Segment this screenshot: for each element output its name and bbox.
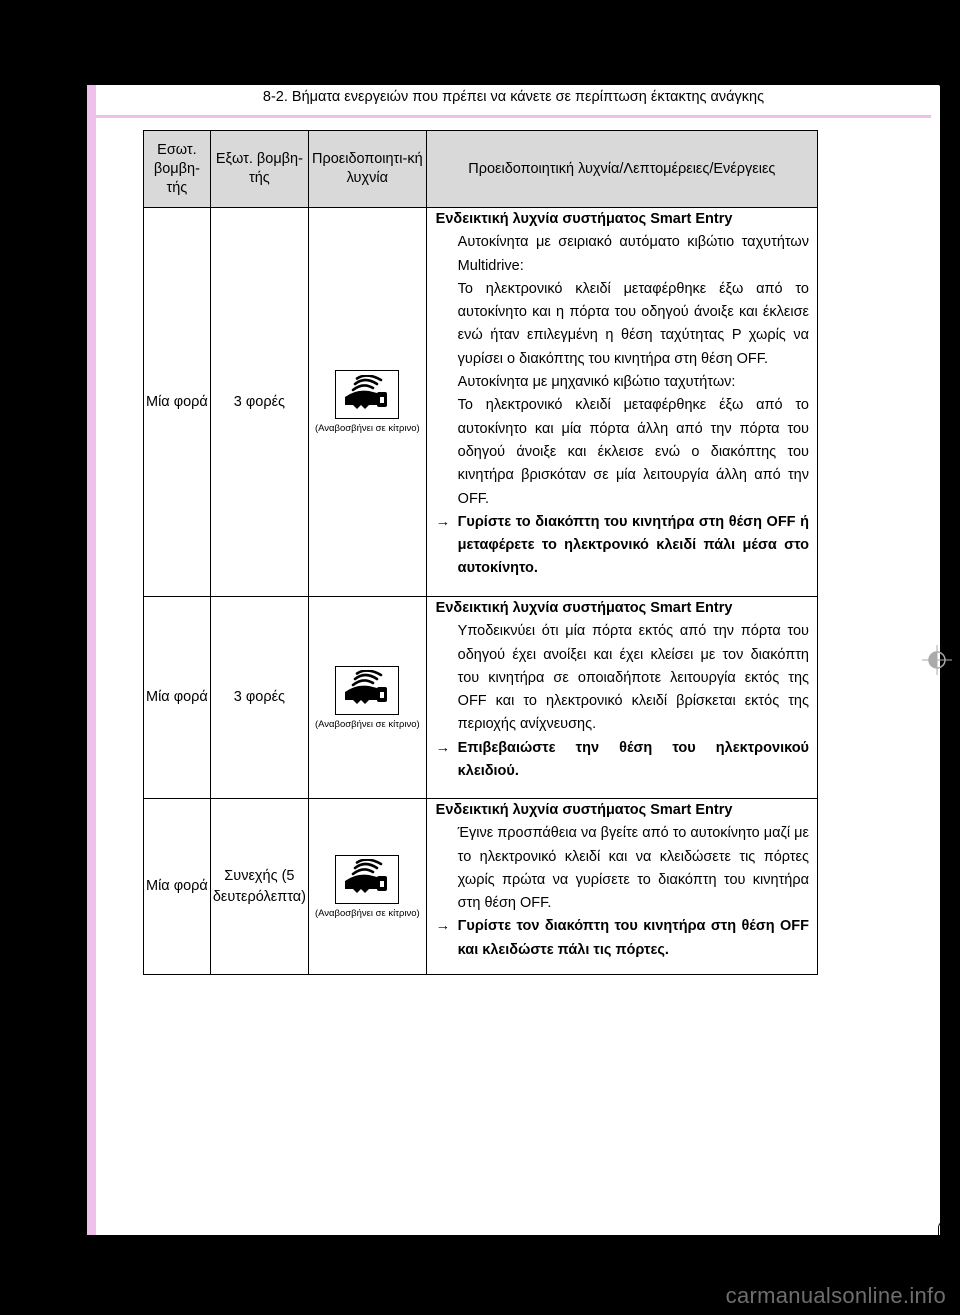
interior-buzzer-cell: Μία φορά [144,208,211,597]
detail-action [436,915,809,962]
detail-paragraph: Το ηλεκτρονικό κλειδί μεταφέρθηκε έξω από το αυτοκίνητο και μία πόρτα άλλη από την πόρτα του οδηγού άνοιξε και έκλεισε ενώ ο διακόπτης του κινητήρα βρισκόταν σε μία λειτουργία άλλη από την OFF. [457,397,809,507]
detail-paragraph: Υποδεικνύει ότι μία πόρτα εκτός από την πόρτα του οδηγού έχει ανοίξει και έχει κλείσει με τον διακόπτη του κινητήρα σε οποιαδήποτε λειτουργία εκτός της OFF και το ηλεκτρονικό κλειδί βρίσκεται εκτός της περιοχής ανίχνευσης. [457,623,809,733]
details-cell [426,208,817,597]
table-row [144,208,818,597]
smart-key-warning-icon [335,666,399,715]
header-exterior-buzzer: Εξωτ. βομβη-τής [210,131,308,208]
detail-title: Ενδεικτική λυχνία συστήματος Smart Entry [435,802,733,818]
detail-title: Ενδεικτική λυχνία συστήματος Smart Entry [435,211,733,227]
exterior-buzzer-cell: 3 φορές [210,208,308,597]
header-warning-light: Προειδοποιητι-κή λυχνία [308,131,426,208]
crop-line-right [940,95,941,225]
warning-light-caption: (Αναβοσβήνει σε κίτρινο) [314,718,420,730]
warning-light [311,370,424,434]
smart-key-warning-icon [335,855,399,904]
crop-mark-top-right [938,70,951,89]
warning-table [143,130,818,975]
table-row [144,597,818,799]
detail-title: Ενδεικτική λυχνία συστήματος Smart Entry [435,600,733,616]
action-text: Επιβεβαιώστε την θέση του ηλεκτρονικού κλειδιού. [457,739,809,780]
crop-mark-bottom-right [938,1220,951,1237]
warning-light-caption: (Αναβοσβήνει σε κίτρινο) [314,907,420,919]
arrow-right-icon: → [435,918,451,935]
action-text: Γυρίστε τον διακόπτη του κινητήρα στη θέση OFF και κλειδώστε πάλι τις πόρτες. [457,918,809,958]
interior-buzzer-cell: Μία φορά [144,799,211,975]
warning-light [311,855,424,919]
watermark: carmanualsonline.info [725,1283,946,1308]
detail-paragraph: Αυτοκίνητα με μηχανικό κιβώτιο ταχυτήτων: [457,374,736,391]
warning-light-cell [308,799,426,975]
section-header: 8-2. Βήματα ενεργειών που πρέπει να κάνετε σε περίπτωση έκτακτης ανάγκης [262,89,765,105]
detail-action [436,511,809,581]
warning-light [311,666,424,730]
header-details: Προειδοποιητική λυχνία/Λεπτομέρειες/Ενέργειες [426,131,817,208]
action-text: Γυρίστε το διακόπτη του κινητήρα στη θέση OFF ή μεταφέρετε το ηλεκτρονικό κλειδί πάλι μέσα στο αυτοκίνητο. [457,513,809,577]
interior-buzzer-cell: Μία φορά [144,597,211,799]
detail-paragraph: Έγινε προσπάθεια να βγείτε από το αυτοκίνητο μαζί με το ηλεκτρονικό κλειδί και να κλειδώσετε τις πόρτες χωρίς πρώτα να γυρίσετε το διακόπτη του κινητήρα στη θέση OFF. [457,825,809,912]
table-row [144,799,818,975]
header-interior-buzzer: Εσωτ. βομβη-τής [144,131,211,208]
warning-light-cell [308,208,426,597]
details-cell [426,799,817,975]
exterior-buzzer-cell: 3 φορές [210,597,308,799]
warning-light-caption: (Αναβοσβήνει σε κίτρινο) [314,423,420,434]
smart-key-warning-icon [335,370,399,419]
crop-line-right-lower [940,1085,941,1215]
details-cell [426,597,817,799]
arrow-right-icon: → [435,739,451,756]
pink-header-rule [96,115,931,118]
detail-action [436,737,809,784]
exterior-buzzer-cell: Συνεχής (5 δευτερόλεπτα) [210,799,308,975]
detail-paragraph: Το ηλεκτρονικό κλειδί μεταφέρθηκε έξω από το αυτοκίνητο και η πόρτα του οδηγού άνοιξε και έκλεισε ενώ ήταν επιλεγμένη η θέση ταχύτητας P χωρίς να γυρίσει ο διακόπτης του κινητήρα στη θέση OFF. [457,280,809,367]
arrow-right-icon: → [435,513,451,530]
pink-margin-bar [87,85,96,1235]
table-header-row [144,131,818,208]
detail-paragraph: Αυτοκίνητα με σειριακό αυτόματο κιβώτιο ταχυτήτων Multidrive: [457,234,809,274]
warning-light-cell [308,597,426,799]
registration-mark-icon [922,645,952,675]
